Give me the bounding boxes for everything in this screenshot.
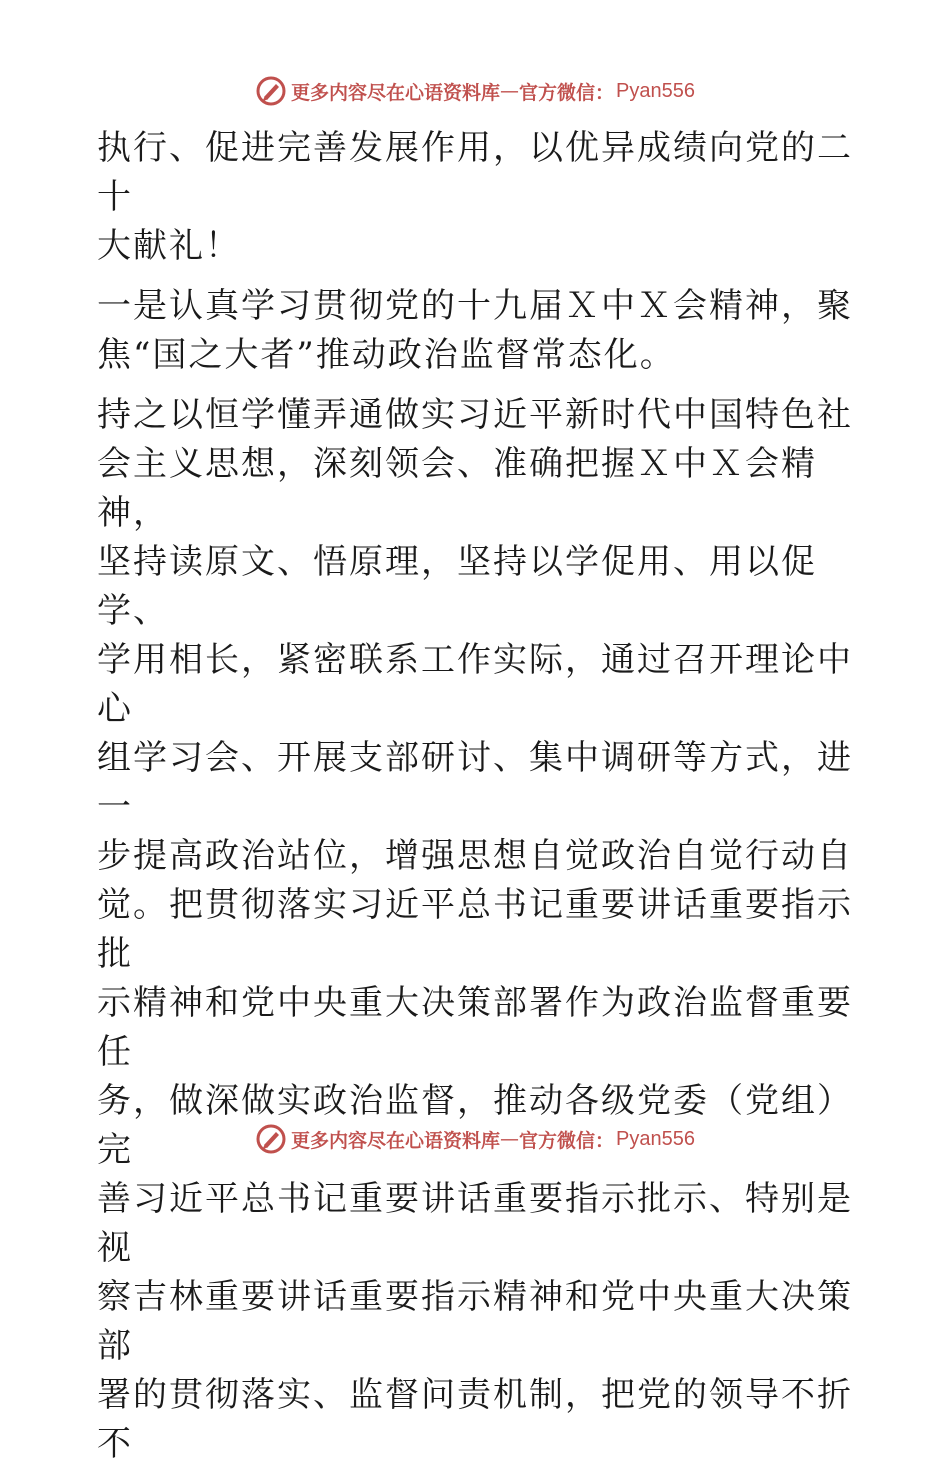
- banner-wechat-label: 官方微信：: [519, 81, 615, 104]
- banner-wechat-id: Pyan556: [616, 1127, 695, 1150]
- banner-slogan: 更多内容尽在心语资料库: [291, 1129, 501, 1152]
- paragraph-3: 持之以恒学懂弄通做实习近平新时代中国特色社 会主义思想，深刻领会、准确把握Ｘ中Ｘ会精神， 坚持读原文、悟原理，坚持以学促用、用以促学、 学用相长，紧密联系工作实际，通过召开理论中心 组学习会、开展支部研讨、集中调研等方式，进一 步提高政治站位，增强思想自觉政治自觉行动自 觉。把贯彻落实习近平总书记重要讲话重要指示批 示精神和党中央重大决策部署作为政治监督重要任 务，做深做实政治监督，推动各级党委（党组）完 善习近平总书记重要讲话重要指示批示、特别是视 察吉林重要讲话重要指示精神和党中央重大决策部 署的贯彻落实、监督问责机制，把党的领导不折不: [97, 395, 853, 1464]
- banner-wechat-label: 官方微信：: [519, 1129, 615, 1152]
- document-body: [97, 124, 857, 1469]
- pen-seal-logo-icon: [255, 1123, 287, 1155]
- banner-separator: —: [500, 80, 520, 102]
- banner-separator: —: [500, 1128, 520, 1150]
- banner-slogan: 更多内容尽在心语资料库: [291, 81, 501, 104]
- footer-banner: [0, 1119, 950, 1159]
- header-banner: [0, 71, 950, 111]
- pen-seal-logo-icon: [255, 75, 287, 107]
- paragraph-2: 一是认真学习贯彻党的十九届Ｘ中Ｘ会精神，聚 焦“国之大者”推动政治监督常态化。: [97, 286, 853, 375]
- paragraph-1: 执行、促进完善发展作用，以优异成绩向党的二十 大献礼！: [97, 128, 853, 266]
- banner-wechat-id: Pyan556: [616, 79, 695, 102]
